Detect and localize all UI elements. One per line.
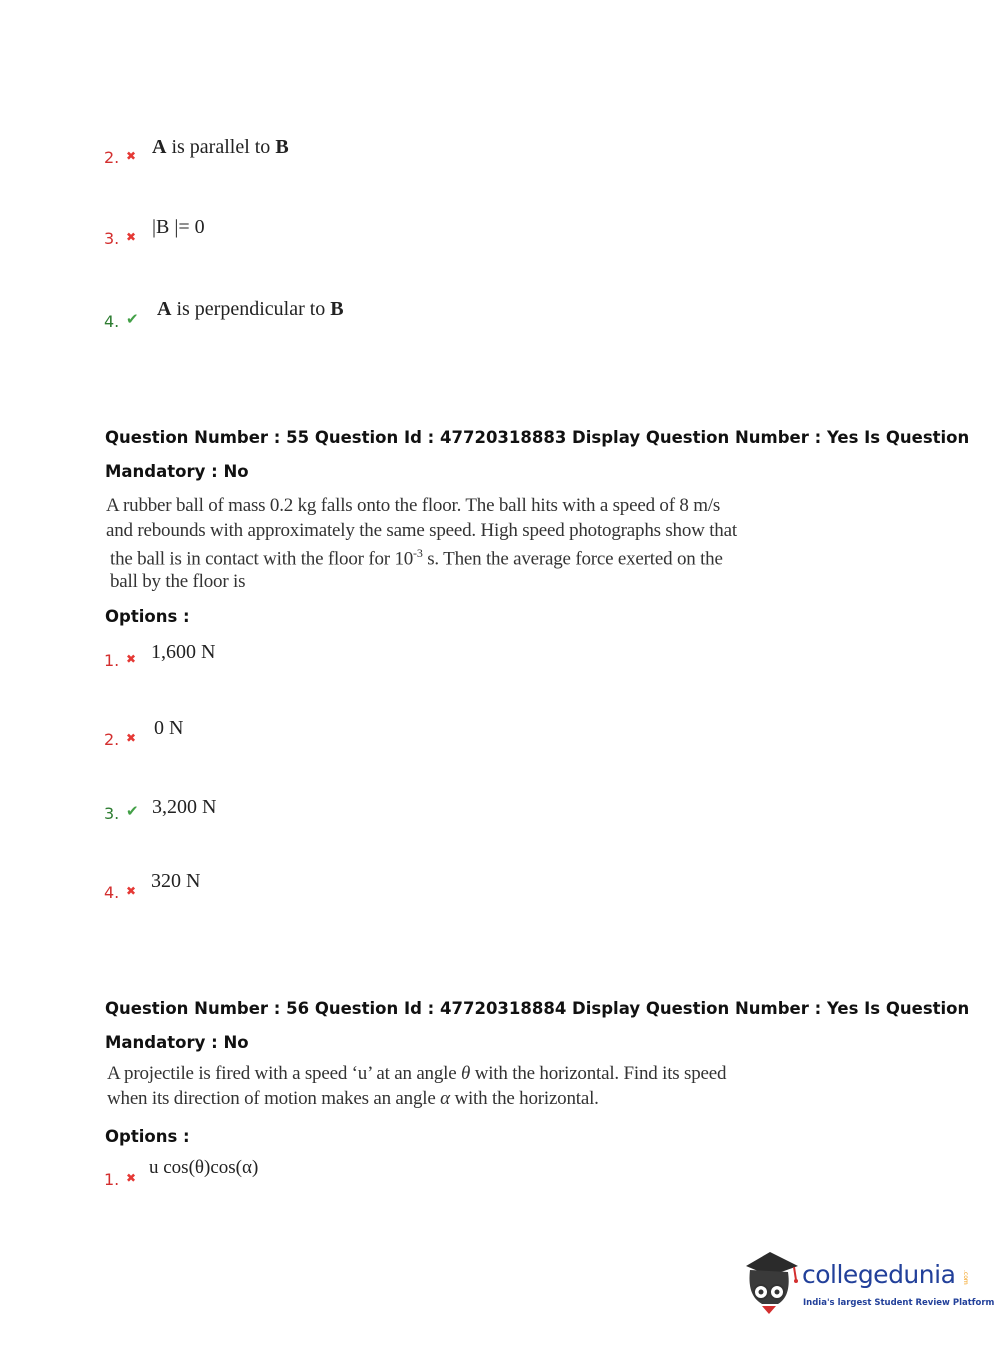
collegedunia-logo: [740, 1248, 995, 1318]
cross-icon: ✖: [126, 149, 137, 163]
option-number: 1.: [104, 651, 120, 670]
option-number: 3.: [104, 229, 120, 248]
cross-icon: ✖: [126, 884, 137, 898]
option-text: 0 N: [154, 717, 184, 739]
logo-com: .com: [962, 1270, 969, 1285]
check-icon: ✔: [126, 802, 139, 820]
option-text: |B |= 0: [152, 216, 205, 238]
cross-icon: ✖: [126, 230, 137, 244]
question-text-line: when its direction of motion makes an angle α with the horizontal.: [107, 1088, 599, 1109]
option-number: 2.: [104, 148, 120, 167]
question-text-line: and rebounds with approximately the same speed. High speed photographs show that: [106, 520, 737, 541]
option-text: A is parallel to B: [152, 136, 289, 158]
options-label: Options :: [105, 1127, 190, 1146]
option-text: 320 N: [151, 870, 201, 892]
option-text: u cos(θ)cos(α): [149, 1157, 259, 1178]
logo-wordmark: collegedunia: [802, 1260, 956, 1289]
option-number: 4.: [104, 312, 120, 331]
option-number: 3.: [104, 804, 120, 823]
options-label: Options :: [105, 607, 190, 626]
option-number: 1.: [104, 1170, 120, 1189]
cross-icon: ✖: [126, 731, 137, 745]
cross-icon: ✖: [126, 652, 137, 666]
option-number: 2.: [104, 730, 120, 749]
question-mandatory: Mandatory : No: [105, 1033, 249, 1052]
question-header: Question Number : 55 Question Id : 47720318883 Display Question Number : Yes Is Question: [105, 428, 970, 447]
option-text: 1,600 N: [151, 641, 216, 663]
question-header: Question Number : 56 Question Id : 47720318884 Display Question Number : Yes Is Question: [105, 999, 970, 1018]
option-text: A is perpendicular to B: [157, 298, 344, 320]
question-text-line: the ball is in contact with the floor for $10^{-3}$ s. Then the average force exerted on the: [110, 546, 723, 570]
mascot-icon: [740, 1248, 800, 1320]
check-icon: ✔: [126, 310, 139, 328]
option-text: 3,200 N: [152, 796, 217, 818]
question-text-line: ball by the floor is: [110, 571, 246, 592]
option-number: 4.: [104, 883, 120, 902]
question-text-line: A projectile is fired with a speed ‘u’ at an angle θ with the horizontal. Find its speed: [107, 1063, 727, 1084]
logo-tagline: India's largest Student Review Platform: [803, 1298, 995, 1308]
question-mandatory: Mandatory : No: [105, 462, 249, 481]
question-text-line: A rubber ball of mass 0.2 kg falls onto the floor. The ball hits with a speed of 8 m/s: [106, 495, 721, 516]
cross-icon: ✖: [126, 1171, 137, 1185]
